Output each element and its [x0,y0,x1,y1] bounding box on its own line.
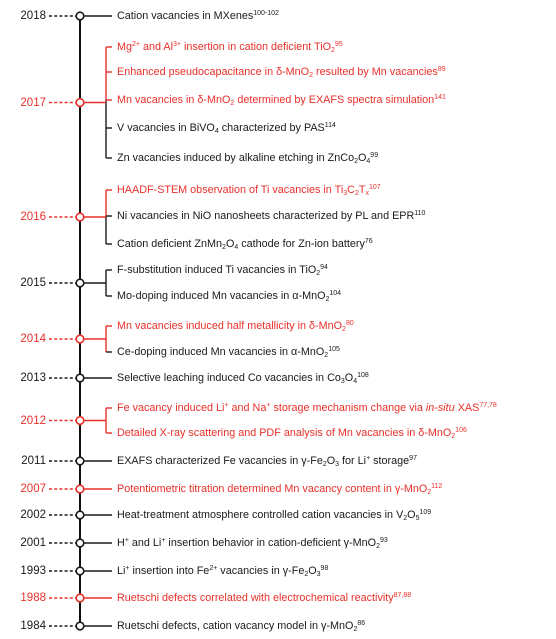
entry-text-segment: 109 [419,509,432,516]
entry-text-segment: 3 [343,190,348,197]
entry-text-segment: 3+ [173,41,181,48]
entry-text-segment: 2+ [209,565,218,572]
entry-text-segment: Mg [117,41,132,53]
year-node [76,457,84,465]
entry-text-segment: 93 [379,537,388,544]
entry-text-segment: 100-102 [253,10,279,17]
entry-text-segment: Li [117,565,126,577]
entry-text-segment: Ni vacancies in NiO nanosheets characterized by PL and EPR [117,210,415,222]
entry-text-segment: 2 [376,543,380,550]
timeline-entry [117,401,497,415]
entry-text-segment: and Al [139,41,174,53]
entry-text-segment: 2 [451,433,456,440]
entry-text-segment: EXAFS characterized Fe vacancies in γ-Fe [117,455,323,467]
year-node [76,485,84,493]
entry-text-segment: Potentiometric titration determined Mn vacancy content in γ-MnO [117,483,428,495]
timeline-entry [117,345,340,359]
entry-text-segment: O [225,238,235,250]
entry-text-segment: Ruetschi defects correlated with electrochemical reactivity [117,592,394,604]
entry-text-segment: 110 [414,210,426,217]
entry-text-segment: 86 [357,620,366,627]
year-label: 1984 [20,620,46,632]
entry-text-segment: 2+ [132,41,140,48]
entry-text-segment: 2 [304,571,309,578]
entry-text-segment: storage [370,455,410,467]
entry-text-segment: 80 [345,320,354,327]
timeline-entry [117,591,411,605]
timeline-entry [117,508,431,522]
timeline-entry [117,121,336,135]
year-label: 2007 [20,483,46,495]
year-label: 2011 [21,455,46,467]
entry-text-segment: and Li [128,537,162,549]
entry-text-segment: + [266,402,271,409]
entry-text-segment: 105 [328,346,340,353]
entry-text-segment: 95 [334,41,343,48]
entry-text-segment: Cation vacancies in MXenes [117,10,254,22]
year-label: 2015 [20,277,46,289]
entry-text-segment: storage mechanism change via [270,402,426,414]
entry-text-segment: 76 [364,238,373,245]
entry-text-segment: O [344,372,354,384]
entry-text-segment: 2 [322,461,327,468]
entry-text-segment: and Na [228,402,267,414]
entry-text-segment: 97 [409,455,417,462]
entry-text-segment: T [358,184,366,196]
entry-text-segment: 2 [403,515,408,522]
entry-text-segment: Selective leaching induced Co vacancies in Co [117,372,341,384]
entry-text-segment: 4 [353,378,358,385]
year-label: 2017 [20,96,46,109]
timeline-entry [117,263,328,277]
entry-text-segment: 4 [366,158,371,165]
entry-text-segment: 2 [331,47,335,54]
entry-text-segment: vacancies in γ-Fe [217,565,305,577]
entry-text-segment: C [347,184,355,196]
entry-text-segment: + [125,565,130,572]
entry-text-segment: 2 [354,158,358,165]
entry-text-segment: 2 [222,244,226,251]
entry-text-segment: XAS [454,402,480,414]
entry-text-segment: 2 [353,626,358,633]
timeline-entry [117,564,328,578]
entry-text-segment: 104 [329,290,342,297]
entry-text-segment: Ce-doping induced Mn vacancies in α-MnO [117,346,325,358]
entry-text-segment: H [117,537,125,549]
timeline-entry [117,237,373,251]
entry-text-segment: 2 [325,296,330,303]
timeline-entry [117,371,369,385]
year-node [76,622,84,630]
entry-text-segment: 2 [427,489,432,496]
entry-text-segment: 4 [234,244,239,251]
entry-text-segment: 2 [354,190,359,197]
year-node [76,12,84,20]
entry-text-segment: Mo-doping induced Mn vacancies in α-MnO [117,290,326,302]
year-node [76,567,84,575]
entry-text-segment: 112 [431,483,443,490]
entry-text-segment: 2 [324,352,329,359]
year-label: 2014 [20,333,46,345]
entry-text-segment: for Li [339,455,367,467]
entry-text-segment: Ruetschi defects, cation vacancy model in γ-MnO [117,620,354,632]
entry-text-segment: O [407,509,416,521]
entry-text-segment: 98 [320,565,329,572]
year-label: 2012 [20,414,46,427]
entry-text-segment: characterized by PAS [218,122,325,134]
entry-text-segment: 3 [316,571,321,578]
entry-text-segment: Fe vacancy induced Li [117,402,225,414]
entry-text-segment: O [308,565,317,577]
year-label: 1988 [20,592,46,604]
entry-text-segment: 87,88 [393,592,412,599]
entry-text-segment: 114 [324,122,336,129]
entry-text-segment: 106 [455,427,467,434]
entry-text-segment: Enhanced pseudocapacitance in δ-MnO [117,66,310,78]
year-node [76,539,84,547]
entry-text-segment: 107 [368,184,381,191]
timeline-entry [117,426,467,440]
year-node [76,335,84,343]
timeline-entry [117,183,381,197]
timeline-entry [117,151,378,165]
entry-text-segment: insertion in cation deficient TiO [181,41,332,53]
entry-text-segment: x [365,190,369,197]
timeline-entry [117,289,341,303]
entry-text-segment: 108 [357,372,369,379]
entry-text-segment: 89 [437,66,446,73]
entry-text-segment: V vacancies in BiVO [117,122,215,134]
entry-text-segment: 99 [370,152,379,159]
entry-text-segment: 2 [316,270,321,277]
entry-text-segment: 2 [342,326,346,333]
timeline-entry [117,319,354,333]
year-label: 2016 [20,211,46,223]
entry-text-segment: Zn vacancies induced by alkaline etching in ZnCo [117,152,355,164]
timeline-entry [117,65,446,79]
entry-text-segment: Heat-treatment atmosphere controlled cation vacancies in V [117,509,404,521]
entry-text-segment: 2 [309,72,313,79]
entry-text-segment: insertion into Fe [129,565,210,577]
timeline-entry [117,482,442,496]
year-node [76,213,84,221]
timeline-entry [117,9,279,23]
entry-text-segment: cathode for Zn-ion battery [238,238,365,250]
year-node [76,511,84,519]
year-node [76,374,84,382]
timeline-entry [117,619,365,633]
timeline-entry [117,40,343,54]
entry-text-segment: F-substitution induced Ti vacancies in TiO [117,264,317,276]
entry-text-segment: resulted by Mn vacancies [312,66,438,78]
year-node [76,279,84,287]
entry-text-segment: 5 [415,515,420,522]
entry-text-segment: in-situ [425,402,455,414]
year-node [76,417,84,425]
entry-text-segment: determined by EXAFS spectra simulation [234,94,435,106]
timeline-entry [117,536,388,550]
entry-text-segment: 141 [434,94,446,101]
entry-text-segment: 3 [335,461,340,468]
entry-text-segment: 3 [340,378,345,385]
entry-text-segment: 94 [320,264,328,271]
entry-text-segment: + [124,537,129,544]
entry-text-segment: 77,78 [479,402,497,409]
entry-text-segment: + [366,455,371,462]
entry-text-segment: O [357,152,367,164]
entry-text-segment: 2 [230,100,235,107]
year-label: 1993 [20,565,46,577]
year-node [76,99,84,107]
year-label: 2001 [20,537,46,549]
year-label: 2002 [20,509,46,521]
entry-text-segment: + [224,402,229,409]
year-node [76,594,84,602]
entry-text-segment: Mn vacancies in δ-MnO [117,94,231,106]
entry-text-segment: 4 [214,128,219,135]
year-label: 2018 [20,10,46,22]
entry-text-segment: + [161,537,166,544]
entry-text-segment: O [326,455,336,467]
entry-text-segment: HAADF-STEM observation of Ti vacancies in Ti [117,184,344,196]
timeline-entry [117,209,425,223]
entry-text-segment: Cation deficient ZnMn [117,238,223,250]
year-label: 2013 [20,372,46,384]
timeline-entry [117,454,417,468]
entry-text-segment: Detailed X-ray scattering and PDF analysis of Mn vacancies in δ-MnO [117,427,452,439]
entry-text-segment: Mn vacancies induced half metallicity in δ-MnO [117,320,343,332]
entry-text-segment: insertion behavior in cation-deficient γ-MnO [165,537,377,549]
timeline-entry [117,93,446,107]
